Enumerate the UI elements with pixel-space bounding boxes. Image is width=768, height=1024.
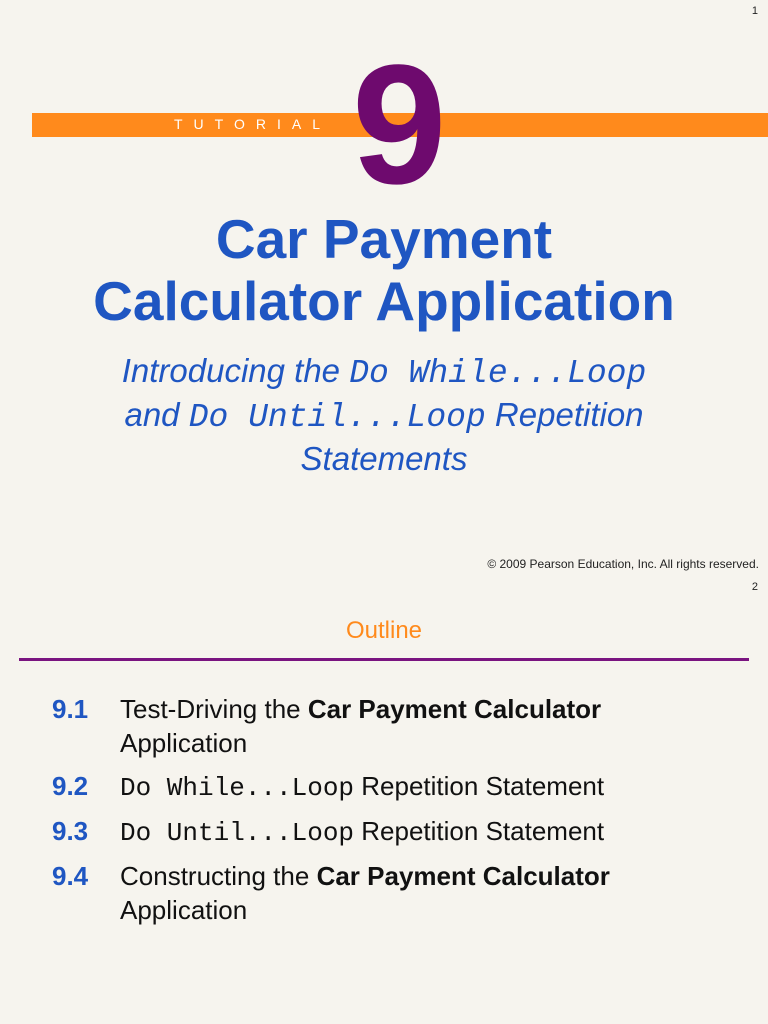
slide-2	[0, 576, 768, 1024]
subtitle-text: Repetition	[485, 396, 644, 433]
tutorial-label: TUTORIAL	[174, 116, 331, 132]
outline-text-part: Constructing the	[120, 861, 317, 891]
outline-item-9-2	[0, 769, 768, 805]
outline-item-text	[120, 692, 748, 760]
outline-list	[0, 692, 768, 936]
outline-item-9-1	[0, 692, 768, 760]
slide-title	[0, 208, 768, 332]
tutorial-number: 9	[352, 30, 447, 220]
outline-item-text	[120, 859, 748, 927]
outline-item-number: 9.3	[52, 816, 89, 846]
subtitle-line-1	[0, 350, 768, 394]
outline-text-part: Repetition Statement	[354, 816, 605, 846]
copyright-notice: © 2009 Pearson Education, Inc. All rights reserved.	[487, 557, 759, 571]
subtitle-code: Do While...Loop	[349, 355, 647, 392]
outline-code: Do While...Loop	[120, 773, 355, 803]
title-line-1: Car Payment	[215, 208, 553, 270]
title-line-2: Calculator Application	[93, 270, 675, 332]
outline-app-name: Car Payment Calculator	[316, 861, 610, 891]
outline-item-text	[120, 769, 748, 805]
outline-text-part: Application	[120, 728, 248, 758]
subtitle-text: Introducing the	[121, 352, 350, 389]
outline-text-part: Repetition Statement	[354, 771, 605, 801]
outline-item-number: 9.1	[52, 694, 89, 724]
outline-item-number: 9.2	[52, 771, 89, 801]
outline-title: Outline	[345, 617, 423, 644]
outline-text-part: Application	[120, 895, 248, 925]
outline-item-text	[120, 814, 748, 850]
outline-divider	[19, 658, 749, 661]
subtitle-line-3: Statements	[300, 440, 468, 477]
outline-item-number: 9.4	[52, 861, 89, 891]
outline-text-part: Test-Driving the	[120, 694, 308, 724]
outline-code: Do Until...Loop	[120, 818, 355, 848]
outline-app-name: Car Payment Calculator	[307, 694, 602, 724]
outline-item-9-3	[0, 814, 768, 850]
subtitle-line-2	[0, 394, 768, 438]
outline-item-9-4	[0, 859, 768, 927]
slide-subtitle	[0, 350, 768, 479]
subtitle-code: Do Until...Loop	[188, 399, 486, 436]
page-number: 1	[751, 5, 758, 17]
subtitle-text: and	[124, 396, 189, 433]
page-number: 2	[751, 581, 758, 593]
